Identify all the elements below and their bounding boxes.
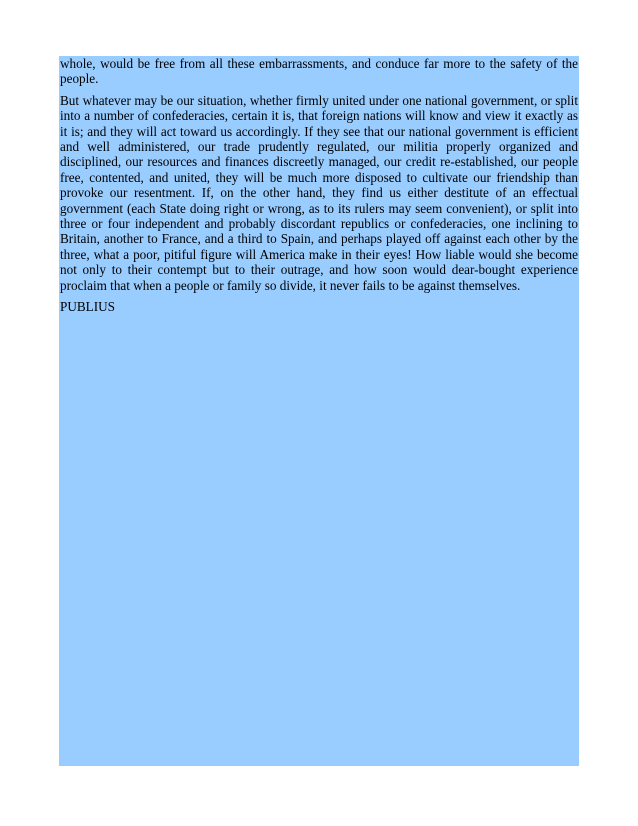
paragraph-continuation: whole, would be free from all these embarrassments, and conduce far more to the safety of the people.	[60, 56, 578, 87]
paragraph-main: But whatever may be our situation, whether firmly united under one national government, or split into a number of confederacies, certain it is, that foreign nations will know and view it exactly as it is; and they will act toward us accordingly. If they see that our national government is efficient and well administered, our trade prudently regulated, our militia properly organized and disciplined, our resources and finances discreetly managed, our credit re-established, our people free, contented, and united, they will be much more disposed to cultivate our friendship than provoke our resentment. If, on the other hand, they find us either destitute of an effectual government (each State doing right or wrong, as to its rulers may seem convenient), or split into three or four independent and probably discordant republics or confederacies, one inclining to Britain, another to France, and a third to Spain, and perhaps played off against each other by the three, what a poor, pitiful figure will America make in their eyes! How liable would she become not only to their contempt but to their outrage, and how soon would dear-bought experience proclaim that when a people or family so divide, it never fails to be against themselves.	[60, 92, 578, 293]
text-block	[59, 56, 579, 766]
signature: PUBLIUS	[60, 299, 115, 315]
